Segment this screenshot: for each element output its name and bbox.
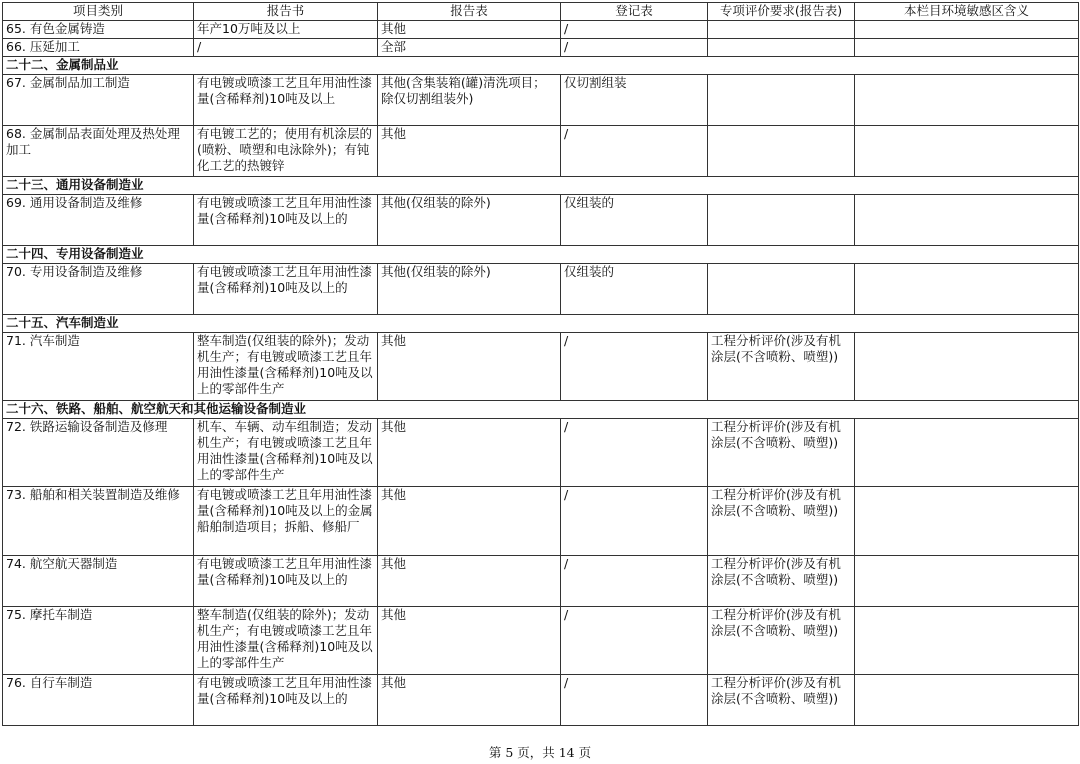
table-row — [3, 419, 1079, 487]
report-form-cell-text: 其他 — [381, 419, 407, 434]
registration-form-cell — [561, 419, 708, 487]
registration-form-cell — [561, 675, 708, 726]
report-form-cell — [378, 39, 561, 57]
table-row — [3, 195, 1079, 246]
project-category-cell-text: 75. 摩托车制造 — [6, 607, 93, 622]
sensitive-area-cell — [855, 419, 1079, 487]
special-evaluation-cell — [708, 333, 855, 401]
registration-form-cell-text: / — [564, 126, 569, 141]
report-book-cell-text: 机车、车辆、动车组制造；发动机生产；有电镀或喷漆工艺且年用油性漆量(含稀释剂)10吨及以上的零部件生产 — [197, 419, 373, 482]
section-title: 二十三、通用设备制造业 — [3, 177, 1079, 195]
report-book-cell — [194, 675, 378, 726]
special-evaluation-cell — [708, 39, 855, 57]
report-form-cell — [378, 126, 561, 177]
section-title: 二十五、汽车制造业 — [3, 315, 1079, 333]
sensitive-area-cell — [855, 487, 1079, 556]
registration-form-cell — [561, 264, 708, 315]
report-book-cell — [194, 39, 378, 57]
special-evaluation-cell-text: 工程分析评价(涉及有机涂层(不含喷粉、喷塑)) — [711, 675, 841, 706]
project-category-cell-text: 67. 金属制品加工制造 — [6, 75, 130, 90]
report-form-cell-text: 其他 — [381, 675, 407, 690]
header-row — [3, 3, 1079, 21]
report-form-cell — [378, 21, 561, 39]
registration-form-cell-text: 仅组装的 — [564, 195, 615, 210]
registration-form-cell — [561, 39, 708, 57]
sensitive-area-cell — [855, 126, 1079, 177]
project-category-cell — [3, 675, 194, 726]
header-registration-form: 登记表 — [561, 3, 708, 21]
header-report-book: 报告书 — [194, 3, 378, 21]
registration-form-cell — [561, 21, 708, 39]
project-category-cell — [3, 21, 194, 39]
report-form-cell-text: 其他 — [381, 126, 407, 141]
report-book-cell — [194, 487, 378, 556]
project-category-cell — [3, 333, 194, 401]
special-evaluation-cell — [708, 607, 855, 675]
report-form-cell — [378, 487, 561, 556]
report-book-cell-text: 年产10万吨及以上 — [197, 21, 301, 36]
registration-form-cell-text: / — [564, 333, 569, 348]
registration-form-cell-text: / — [564, 21, 569, 36]
report-form-cell-text: 其他(仅组装的除外) — [381, 264, 491, 279]
section-title: 二十六、铁路、船舶、航空航天和其他运输设备制造业 — [3, 401, 1079, 419]
project-category-cell-text: 76. 自行车制造 — [6, 675, 93, 690]
registration-form-cell-text: / — [564, 419, 569, 434]
report-book-cell-text: 有电镀或喷漆工艺且年用油性漆量(含稀释剂)10吨及以上的 — [197, 264, 373, 295]
table-row — [3, 39, 1079, 57]
registration-form-cell — [561, 333, 708, 401]
sensitive-area-cell — [855, 39, 1079, 57]
special-evaluation-cell — [708, 487, 855, 556]
project-category-cell-text: 74. 航空航天器制造 — [6, 556, 118, 571]
section-row — [3, 315, 1079, 333]
report-form-cell-text: 其他 — [381, 487, 407, 502]
sensitive-area-cell — [855, 607, 1079, 675]
section-row — [3, 177, 1079, 195]
project-category-cell-text: 73. 船舶和相关装置制造及维修 — [6, 487, 180, 502]
special-evaluation-cell — [708, 556, 855, 607]
project-category-cell-text: 65. 有色金属铸造 — [6, 21, 105, 36]
header-sensitive-area-meaning: 本栏目环境敏感区含义 — [855, 3, 1079, 21]
table-row — [3, 675, 1079, 726]
special-evaluation-cell — [708, 675, 855, 726]
sensitive-area-cell — [855, 264, 1079, 315]
report-form-cell — [378, 419, 561, 487]
project-category-cell-text: 71. 汽车制造 — [6, 333, 80, 348]
project-category-cell-text: 68. 金属制品表面处理及热处理加工 — [6, 126, 180, 157]
special-evaluation-cell — [708, 195, 855, 246]
section-title: 二十二、金属制品业 — [3, 57, 1079, 75]
special-evaluation-cell — [708, 264, 855, 315]
table-body — [3, 21, 1079, 726]
registration-form-cell — [561, 607, 708, 675]
report-form-cell-text: 其他 — [381, 21, 407, 36]
registration-form-cell-text: 仅切割组装 — [564, 75, 627, 90]
report-form-cell-text: 其他(仅组装的除外) — [381, 195, 491, 210]
project-category-table — [2, 2, 1079, 726]
sensitive-area-cell — [855, 556, 1079, 607]
special-evaluation-cell-text: 工程分析评价(涉及有机涂层(不含喷粉、喷塑)) — [711, 607, 841, 638]
project-category-cell-text: 70. 专用设备制造及维修 — [6, 264, 143, 279]
special-evaluation-cell — [708, 21, 855, 39]
report-form-cell — [378, 556, 561, 607]
sensitive-area-cell — [855, 21, 1079, 39]
registration-form-cell — [561, 195, 708, 246]
report-book-cell — [194, 264, 378, 315]
project-category-cell — [3, 126, 194, 177]
project-category-cell — [3, 39, 194, 57]
table-row — [3, 607, 1079, 675]
header-special-evaluation: 专项评价要求(报告表) — [708, 3, 855, 21]
report-book-cell — [194, 419, 378, 487]
report-book-cell-text: 有电镀或喷漆工艺且年用油性漆量(含稀释剂)10吨及以上的 — [197, 675, 373, 706]
registration-form-cell — [561, 487, 708, 556]
section-row — [3, 401, 1079, 419]
project-category-cell — [3, 264, 194, 315]
report-book-cell — [194, 333, 378, 401]
report-form-cell — [378, 333, 561, 401]
report-form-cell-text: 其他 — [381, 607, 407, 622]
header-project-category: 项目类别 — [3, 3, 194, 21]
registration-form-cell-text: / — [564, 675, 569, 690]
report-form-cell-text: 其他 — [381, 333, 407, 348]
report-form-cell — [378, 75, 561, 126]
report-book-cell — [194, 556, 378, 607]
report-form-cell — [378, 675, 561, 726]
report-book-cell-text: 有电镀或喷漆工艺且年用油性漆量(含稀释剂)10吨及以上的 — [197, 556, 373, 587]
table-row — [3, 21, 1079, 39]
sensitive-area-cell — [855, 675, 1079, 726]
header-report-form: 报告表 — [378, 3, 561, 21]
project-category-cell-text: 66. 压延加工 — [6, 39, 80, 54]
special-evaluation-cell — [708, 75, 855, 126]
sensitive-area-cell — [855, 333, 1079, 401]
registration-form-cell — [561, 75, 708, 126]
report-book-cell-text: 整车制造(仅组装的除外)；发动机生产；有电镀或喷漆工艺且年用油性漆量(含稀释剂)10吨及以上的零部件生产 — [197, 607, 373, 670]
section-title: 二十四、专用设备制造业 — [3, 246, 1079, 264]
registration-form-cell-text: / — [564, 39, 569, 54]
report-form-cell — [378, 264, 561, 315]
project-category-cell — [3, 75, 194, 126]
table-row — [3, 333, 1079, 401]
special-evaluation-cell-text: 工程分析评价(涉及有机涂层(不含喷粉、喷塑)) — [711, 556, 841, 587]
registration-form-cell-text: / — [564, 607, 569, 622]
project-category-cell — [3, 556, 194, 607]
report-book-cell-text: / — [197, 39, 202, 54]
project-category-cell-text: 69. 通用设备制造及维修 — [6, 195, 143, 210]
page-number-footer: 第 5 页，共 14 页 — [488, 745, 592, 760]
report-book-cell — [194, 75, 378, 126]
report-form-cell-text: 其他(含集装箱(罐)清洗项目；除仅切割组装外) — [381, 75, 546, 106]
special-evaluation-cell-text: 工程分析评价(涉及有机涂层(不含喷粉、喷塑)) — [711, 333, 841, 364]
report-book-cell — [194, 607, 378, 675]
report-book-cell — [194, 126, 378, 177]
table-row — [3, 556, 1079, 607]
project-category-cell-text: 72. 铁路运输设备制造及修理 — [6, 419, 168, 434]
project-category-cell — [3, 607, 194, 675]
special-evaluation-cell — [708, 126, 855, 177]
table-row — [3, 126, 1079, 177]
registration-form-cell-text: / — [564, 487, 569, 502]
report-form-cell-text: 其他 — [381, 556, 407, 571]
table-header — [3, 3, 1079, 21]
sensitive-area-cell — [855, 75, 1079, 126]
table-row — [3, 75, 1079, 126]
report-form-cell — [378, 607, 561, 675]
sensitive-area-cell — [855, 195, 1079, 246]
report-book-cell-text: 有电镀工艺的；使用有机涂层的(喷粉、喷塑和电泳除外)；有钝化工艺的热镀锌 — [197, 126, 373, 173]
registration-form-cell — [561, 556, 708, 607]
registration-form-cell-text: 仅组装的 — [564, 264, 615, 279]
project-category-cell — [3, 487, 194, 556]
report-book-cell-text: 有电镀或喷漆工艺且年用油性漆量(含稀释剂)10吨及以上的金属船舶制造项目；拆船、修船厂 — [197, 487, 373, 534]
table-row — [3, 264, 1079, 315]
special-evaluation-cell-text: 工程分析评价(涉及有机涂层(不含喷粉、喷塑)) — [711, 487, 841, 518]
special-evaluation-cell — [708, 419, 855, 487]
project-category-cell — [3, 195, 194, 246]
registration-form-cell-text: / — [564, 556, 569, 571]
project-category-cell — [3, 419, 194, 487]
section-row — [3, 57, 1079, 75]
report-book-cell-text: 有电镀或喷漆工艺且年用油性漆量(含稀释剂)10吨及以上的 — [197, 195, 373, 226]
report-form-cell-text: 全部 — [381, 39, 407, 54]
report-book-cell-text: 有电镀或喷漆工艺且年用油性漆量(含稀释剂)10吨及以上 — [197, 75, 373, 106]
report-form-cell — [378, 195, 561, 246]
registration-form-cell — [561, 126, 708, 177]
table-row — [3, 487, 1079, 556]
special-evaluation-cell-text: 工程分析评价(涉及有机涂层(不含喷粉、喷塑)) — [711, 419, 841, 450]
section-row — [3, 246, 1079, 264]
report-book-cell-text: 整车制造(仅组装的除外)；发动机生产；有电镀或喷漆工艺且年用油性漆量(含稀释剂)10吨及以上的零部件生产 — [197, 333, 373, 396]
report-book-cell — [194, 21, 378, 39]
report-book-cell — [194, 195, 378, 246]
